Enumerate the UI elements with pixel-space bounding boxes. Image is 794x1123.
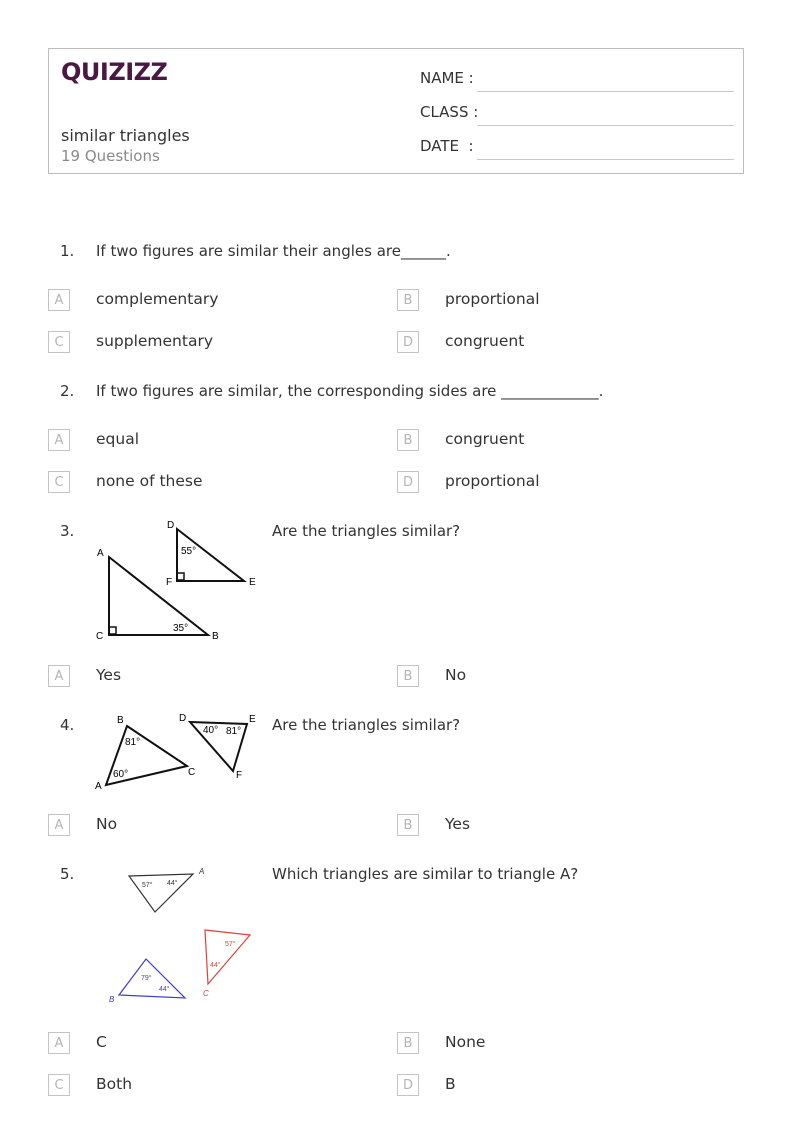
worksheet-header	[48, 48, 744, 174]
option-letter: B	[397, 1032, 419, 1054]
angle-label: 60°	[113, 769, 129, 780]
quizizz-logo: QUIZIZZ	[61, 58, 168, 86]
triangle-b	[119, 959, 185, 998]
colored-triangles-figure	[100, 860, 265, 1010]
class-line[interactable]	[477, 125, 734, 126]
option-letter: C	[48, 331, 70, 353]
vertex-label: E	[249, 714, 256, 725]
option-text: C	[96, 1033, 107, 1051]
triangle-label: C	[203, 989, 209, 998]
name-label: NAME :	[420, 69, 474, 87]
right-angle-mark	[109, 627, 116, 634]
vertex-label: A	[95, 781, 102, 792]
option-text: congruent	[445, 332, 525, 350]
option-letter: A	[48, 289, 70, 311]
angle-label: 44°	[159, 986, 170, 993]
option-letter: B	[397, 289, 419, 311]
vertex-label: C	[188, 767, 196, 778]
angle-label: 44°	[210, 962, 221, 969]
vertex-label: B	[212, 631, 219, 642]
angle-label: 40°	[203, 725, 219, 736]
date-label: DATE :	[420, 137, 474, 155]
vertex-label: B	[117, 715, 124, 726]
date-line[interactable]	[477, 159, 734, 160]
option-letter: A	[48, 814, 70, 836]
angle-label: 57°	[225, 941, 236, 948]
triangle-label: B	[109, 995, 115, 1004]
option-letter: A	[48, 1032, 70, 1054]
option-letter: A	[48, 429, 70, 451]
triangle-label: A	[199, 867, 205, 876]
option-letter: D	[397, 331, 419, 353]
option-letter: A	[48, 665, 70, 687]
angle-label: 81°	[226, 726, 242, 737]
question-count: 19 Questions	[61, 147, 160, 165]
triangles-figure	[90, 710, 265, 795]
vertex-label: D	[167, 520, 175, 531]
triangle-a	[129, 874, 193, 912]
question-number: 3.	[60, 522, 75, 540]
triangle-c	[205, 930, 250, 984]
option-letter: D	[397, 1074, 419, 1096]
option-text: B	[445, 1075, 456, 1093]
option-letter: C	[48, 471, 70, 493]
question-number: 4.	[60, 716, 75, 734]
question-number: 1.	[60, 242, 75, 260]
question-text: Which triangles are similar to triangle A?	[272, 865, 579, 883]
name-field[interactable]	[420, 69, 734, 93]
vertex-label: C	[96, 631, 104, 642]
option-text: None	[445, 1033, 486, 1051]
worksheet-title: similar triangles	[61, 126, 190, 145]
option-text: proportional	[445, 290, 540, 308]
question-number: 5.	[60, 865, 75, 883]
option-text: none of these	[96, 472, 203, 490]
vertex-label: E	[249, 577, 256, 588]
question-text: Are the triangles similar?	[272, 716, 461, 734]
right-angle-mark	[177, 573, 184, 580]
option-letter: D	[397, 471, 419, 493]
option-text: proportional	[445, 472, 540, 490]
angle-label: 55°	[181, 546, 197, 557]
vertex-label: A	[97, 548, 104, 559]
question-text: If two figures are similar, the corresponding sides are _____________.	[96, 382, 604, 400]
option-letter: B	[397, 814, 419, 836]
question-number: 2.	[60, 382, 75, 400]
date-field[interactable]	[420, 137, 734, 161]
angle-label: 79°	[141, 975, 152, 982]
question-text: If two figures are similar their angles are______.	[96, 242, 451, 260]
option-text: Yes	[445, 815, 471, 833]
vertex-label: F	[166, 577, 173, 588]
angle-label: 81°	[125, 737, 141, 748]
option-text: equal	[96, 430, 140, 448]
option-text: complementary	[96, 290, 219, 308]
option-letter: C	[48, 1074, 70, 1096]
angle-label: 35°	[173, 623, 189, 634]
angle-label: 44°	[167, 880, 178, 887]
option-text: Yes	[96, 666, 122, 684]
question-text: Are the triangles similar?	[272, 522, 461, 540]
triangle-abc	[109, 557, 208, 635]
option-letter: B	[397, 665, 419, 687]
angle-label: 57°	[142, 882, 153, 889]
option-text: No	[96, 815, 118, 833]
option-text: congruent	[445, 430, 525, 448]
option-text: No	[445, 666, 467, 684]
option-text: Both	[96, 1075, 133, 1093]
right-triangles-figure	[90, 515, 265, 645]
name-line[interactable]	[477, 91, 734, 92]
vertex-label: D	[179, 713, 187, 724]
class-field[interactable]	[420, 103, 734, 127]
option-text: supplementary	[96, 332, 213, 350]
option-letter: B	[397, 429, 419, 451]
class-label: CLASS :	[420, 103, 479, 121]
vertex-label: F	[236, 770, 243, 781]
